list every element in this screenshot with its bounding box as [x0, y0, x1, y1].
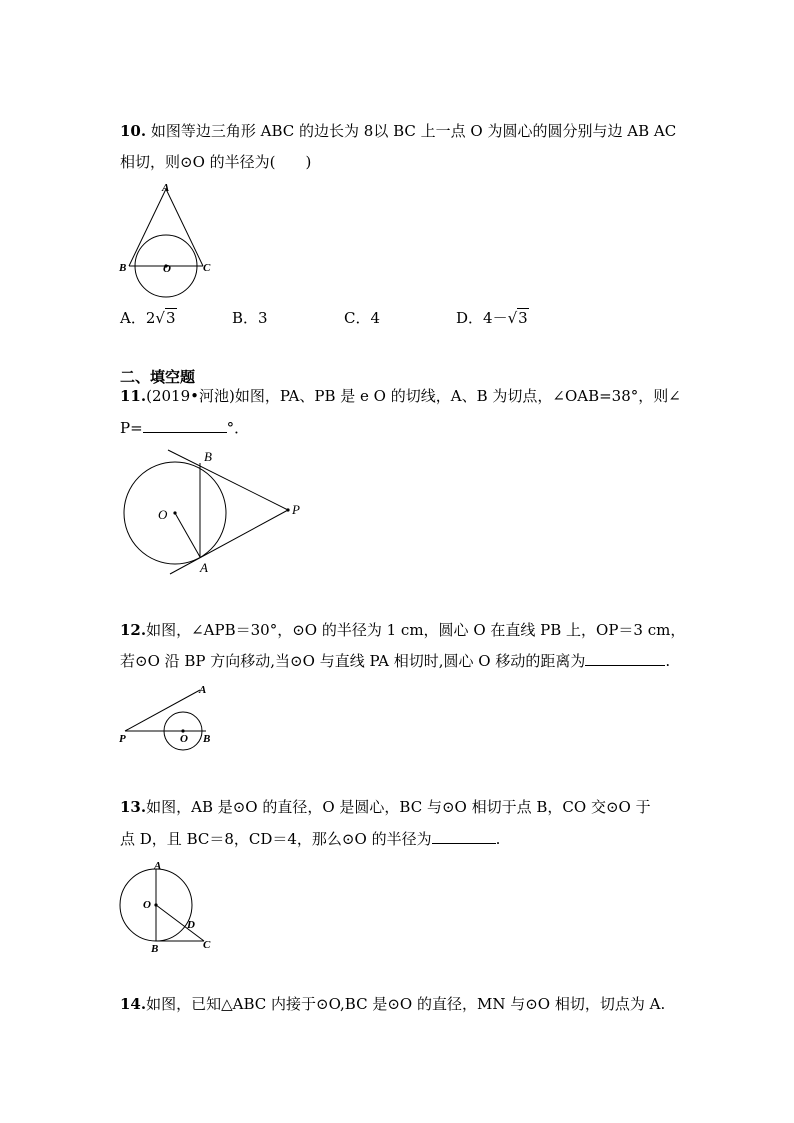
q10-label-c: C: [203, 262, 211, 274]
q11-text-3: °．: [226, 419, 250, 437]
q11-tangent-pb: [168, 450, 288, 510]
q10-number: 10.: [120, 122, 147, 140]
q12-answer-blank[interactable]: [585, 651, 665, 666]
q11-text-2: P=: [120, 419, 143, 437]
q11-number: 11.: [120, 387, 147, 405]
q14-number: 14.: [120, 995, 147, 1013]
q13-figure: [114, 858, 219, 958]
q13-line1: [120, 797, 651, 817]
q12-figure: [116, 682, 226, 752]
q11-line1: [120, 386, 681, 406]
q10-option-c: C．4: [344, 309, 381, 327]
q10-option-d-radicand: 3: [518, 309, 528, 327]
q12-text-3: .: [665, 652, 671, 670]
q10-option-a: [120, 308, 177, 328]
q10-option-a-prefix: A．2: [120, 309, 156, 327]
q10-option-a-radicand: 3: [165, 309, 176, 327]
q12-label-a: A: [199, 684, 207, 696]
q10-label-b: B: [119, 262, 127, 274]
q11-tangent-pa: [170, 510, 288, 574]
q14-text-1: 如图，已知△ABC 内接于⊙O,BC 是⊙O 的直径，MN 与⊙O 相切，切点为 A.: [146, 995, 666, 1013]
q13-line2: [120, 829, 500, 849]
q10-label-o: O: [163, 263, 171, 275]
q10-side-ab: [129, 189, 166, 266]
q10-line2: 相切，则⊙O 的半径为( ): [120, 153, 312, 171]
q11-point-p: [286, 508, 289, 511]
q12-label-b: B: [203, 733, 211, 745]
q12-text-2: 若⊙O 沿 BP 方向移动,当⊙O 与直线 PA 相切时,圆心 O 移动的距离为: [120, 652, 586, 670]
q12-line2: [120, 651, 670, 671]
q11-text-1: (2019•河池)如图，PA、PB 是 e O 的切线，A、B 为切点，∠OAB=38°，则∠: [146, 387, 681, 405]
q13-label-b: B: [151, 943, 159, 955]
q11-answer-blank[interactable]: [143, 418, 227, 433]
q10-label-a: A: [162, 182, 170, 194]
q11-figure: [118, 448, 308, 578]
q13-number: 13.: [120, 798, 147, 816]
sqrt-icon: √3: [507, 309, 528, 327]
sqrt-icon: √3: [155, 309, 176, 327]
q13-answer-blank[interactable]: [432, 829, 496, 844]
q11-label-o: O: [158, 507, 168, 522]
q12-number: 12.: [120, 621, 147, 639]
q10-option-b: B．3: [232, 309, 268, 327]
q13-label-d: D: [187, 919, 195, 931]
section-heading: 二、填空题: [120, 368, 196, 386]
q10-text-1: 如图等边三角形 ABC 的边长为 8以 BC 上一点 O 为圆心的圆分别与边 AB AC: [150, 122, 677, 140]
q11-label-a: A: [200, 560, 208, 575]
q13-text-1: 如图，AB 是⊙O 的直径，O 是圆心，BC 与⊙O 相切于点 B，CO 交⊙O 于: [146, 798, 651, 816]
q14-line1: [120, 994, 665, 1014]
q10-option-d-prefix: D．4－: [456, 309, 508, 327]
q13-text-2: 点 D，且 BC＝8，CD＝4，那么⊙O 的半径为: [120, 830, 432, 848]
q10-side-ac: [166, 189, 203, 266]
q10-figure: [112, 180, 222, 300]
q10-line1: [120, 121, 676, 141]
q11-center-dot: [173, 511, 176, 514]
q12-label-o: O: [180, 733, 188, 745]
q12-ray-pa: [125, 690, 200, 731]
q11-label-b: B: [204, 449, 212, 464]
q11-label-p: P: [292, 502, 300, 517]
q12-line1: [120, 620, 685, 640]
q13-text-3: .: [495, 830, 501, 848]
q11-radius-oa: [175, 513, 200, 557]
q10-option-d: [456, 308, 529, 328]
q13-label-o: O: [143, 899, 151, 911]
q13-center-dot: [154, 903, 157, 906]
q13-label-a: A: [154, 860, 162, 872]
q11-line2: [120, 418, 249, 438]
q13-segment-oc: [156, 905, 204, 941]
q13-label-c: C: [203, 939, 211, 951]
q12-label-p: P: [119, 733, 126, 745]
q12-text-1: 如图，∠APB＝30°，⊙O 的半径为 1 cm，圆心 O 在直线 PB 上，OP＝3 cm，: [146, 621, 686, 639]
